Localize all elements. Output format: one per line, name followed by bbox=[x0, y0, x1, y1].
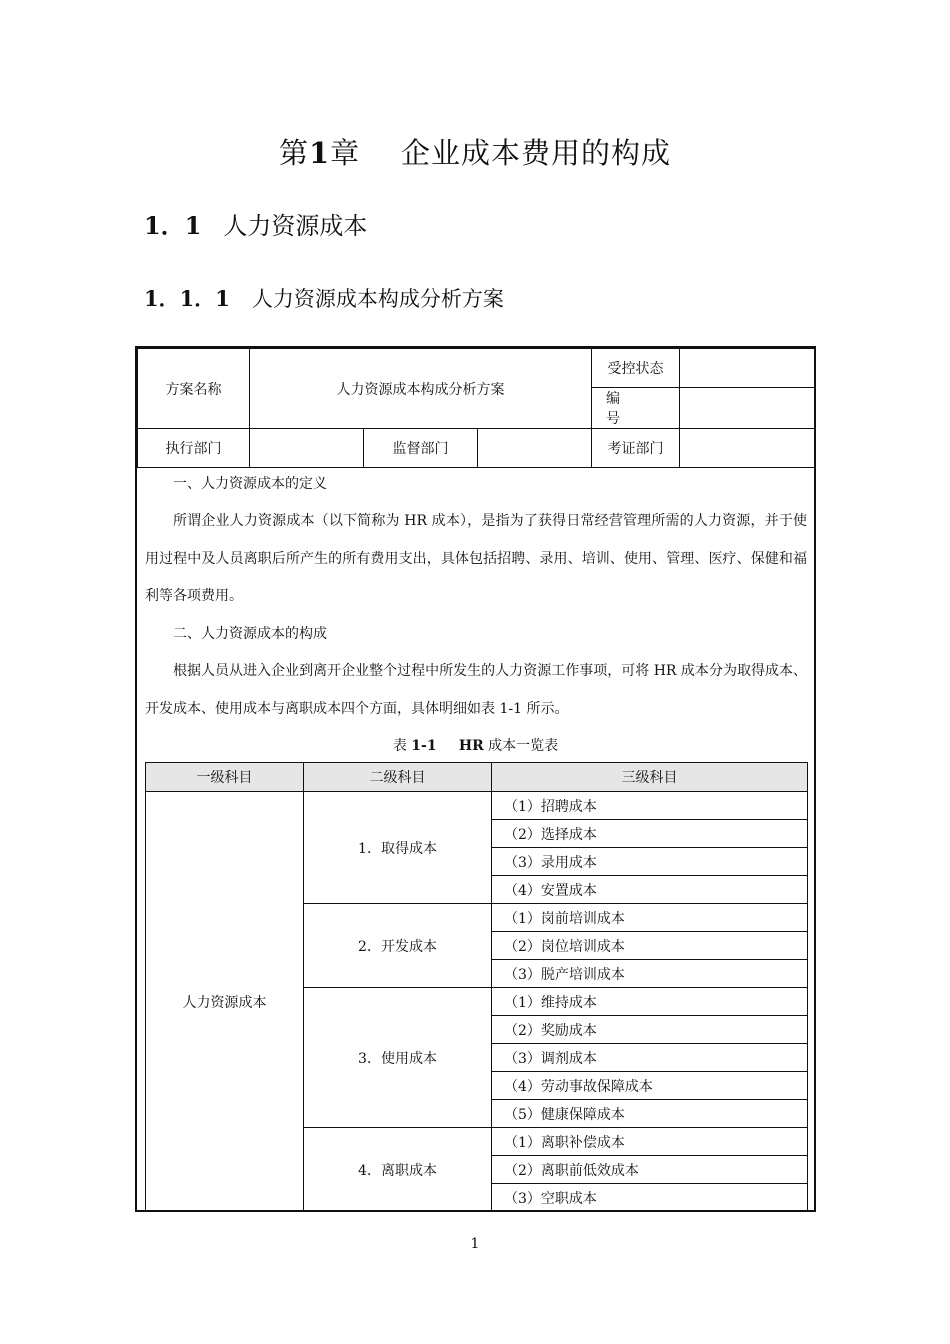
verify-dept-label: 考证部门 bbox=[592, 429, 680, 468]
supervise-dept-label: 监督部门 bbox=[364, 429, 478, 468]
control-status-value bbox=[680, 349, 815, 388]
chapter-name: 企业成本费用的构成 bbox=[401, 136, 672, 170]
level2-cell: 1．取得成本 bbox=[304, 792, 492, 904]
subsection-title: 人力资源成本构成分析方案 bbox=[251, 287, 504, 311]
definition-heading: 一、人力资源成本的定义 bbox=[173, 476, 327, 492]
level3-cell: （3）空职成本 bbox=[492, 1184, 808, 1212]
subsection-number: 1．1．1 bbox=[144, 286, 230, 311]
level3-cell: （2）选择成本 bbox=[492, 820, 808, 848]
scheme-header-table bbox=[137, 348, 815, 468]
level3-cell: （3）调剂成本 bbox=[492, 1044, 808, 1072]
level3-cell: （1）维持成本 bbox=[492, 988, 808, 1016]
header-level1: 一级科目 bbox=[146, 763, 304, 792]
caption-prefix: 表 bbox=[392, 738, 407, 754]
code-value bbox=[680, 388, 815, 429]
supervise-dept-value bbox=[478, 429, 592, 468]
scheme-form bbox=[135, 346, 816, 1212]
composition-heading: 二、人力资源成本的构成 bbox=[173, 626, 327, 642]
scheme-name-value: 人力资源成本构成分析方案 bbox=[250, 349, 592, 429]
table-row bbox=[146, 792, 808, 820]
level3-cell: （5）健康保障成本 bbox=[492, 1100, 808, 1128]
level3-cell: （3）脱产培训成本 bbox=[492, 960, 808, 988]
level3-cell: （1）岗前培训成本 bbox=[492, 904, 808, 932]
level3-cell: （2）岗位培训成本 bbox=[492, 932, 808, 960]
level2-cell: 3．使用成本 bbox=[304, 988, 492, 1128]
chapter-suffix: 章 bbox=[330, 136, 361, 170]
table-caption bbox=[137, 735, 814, 755]
composition-paragraph: 根据人员从进入企业到离开企业整个过程中所发生的人力资源工作事项，可将 HR 成本分为取得成本、开发成本、使用成本与离职成本四个方面，具体明细如表 1-1 所示。 bbox=[145, 663, 807, 717]
section-title: 人力资源成本 bbox=[223, 212, 368, 240]
chapter-number: 1 bbox=[308, 136, 331, 170]
level3-cell: （4）安置成本 bbox=[492, 876, 808, 904]
control-status-label: 受控状态 bbox=[592, 349, 680, 388]
level3-cell: （2）奖励成本 bbox=[492, 1016, 808, 1044]
level3-cell: （4）劳动事故保障成本 bbox=[492, 1072, 808, 1100]
table-header-row bbox=[146, 763, 808, 792]
verify-dept-value bbox=[680, 429, 815, 468]
page-number: 1 bbox=[470, 1236, 480, 1252]
header-level3: 三级科目 bbox=[492, 763, 808, 792]
hr-cost-table bbox=[145, 762, 808, 1212]
section-number: 1．1 bbox=[144, 211, 202, 240]
caption-title: 成本一览表 bbox=[488, 738, 559, 754]
caption-number: 1-1 bbox=[411, 738, 437, 754]
level2-cell: 2．开发成本 bbox=[304, 904, 492, 988]
exec-dept-value bbox=[250, 429, 364, 468]
chapter-prefix: 第 bbox=[278, 136, 309, 170]
caption-bold: HR bbox=[458, 738, 484, 754]
exec-dept-label: 执行部门 bbox=[138, 429, 250, 468]
section-heading bbox=[144, 206, 367, 241]
level3-cell: （1）离职补偿成本 bbox=[492, 1128, 808, 1156]
code-label: 编号 bbox=[592, 388, 680, 429]
level3-cell: （3）录用成本 bbox=[492, 848, 808, 876]
definition-paragraph: 所谓企业人力资源成本（以下简称为 HR 成本），是指为了获得日常经营管理所需的人力资源，并于使用过程中及人员离职后所产生的所有费用支出，具体包括招聘、录用、培训、使用、管理、医疗、保健和福利等各项费用。 bbox=[145, 513, 807, 604]
chapter-title bbox=[0, 131, 950, 172]
level2-cell: 4．离职成本 bbox=[304, 1128, 492, 1212]
level1-cell: 人力资源成本 bbox=[146, 792, 304, 1212]
scheme-name-label: 方案名称 bbox=[138, 349, 250, 429]
subsection-heading bbox=[144, 283, 504, 313]
level3-cell: （1）招聘成本 bbox=[492, 792, 808, 820]
header-level2: 二级科目 bbox=[304, 763, 492, 792]
level3-cell: （2）离职前低效成本 bbox=[492, 1156, 808, 1184]
